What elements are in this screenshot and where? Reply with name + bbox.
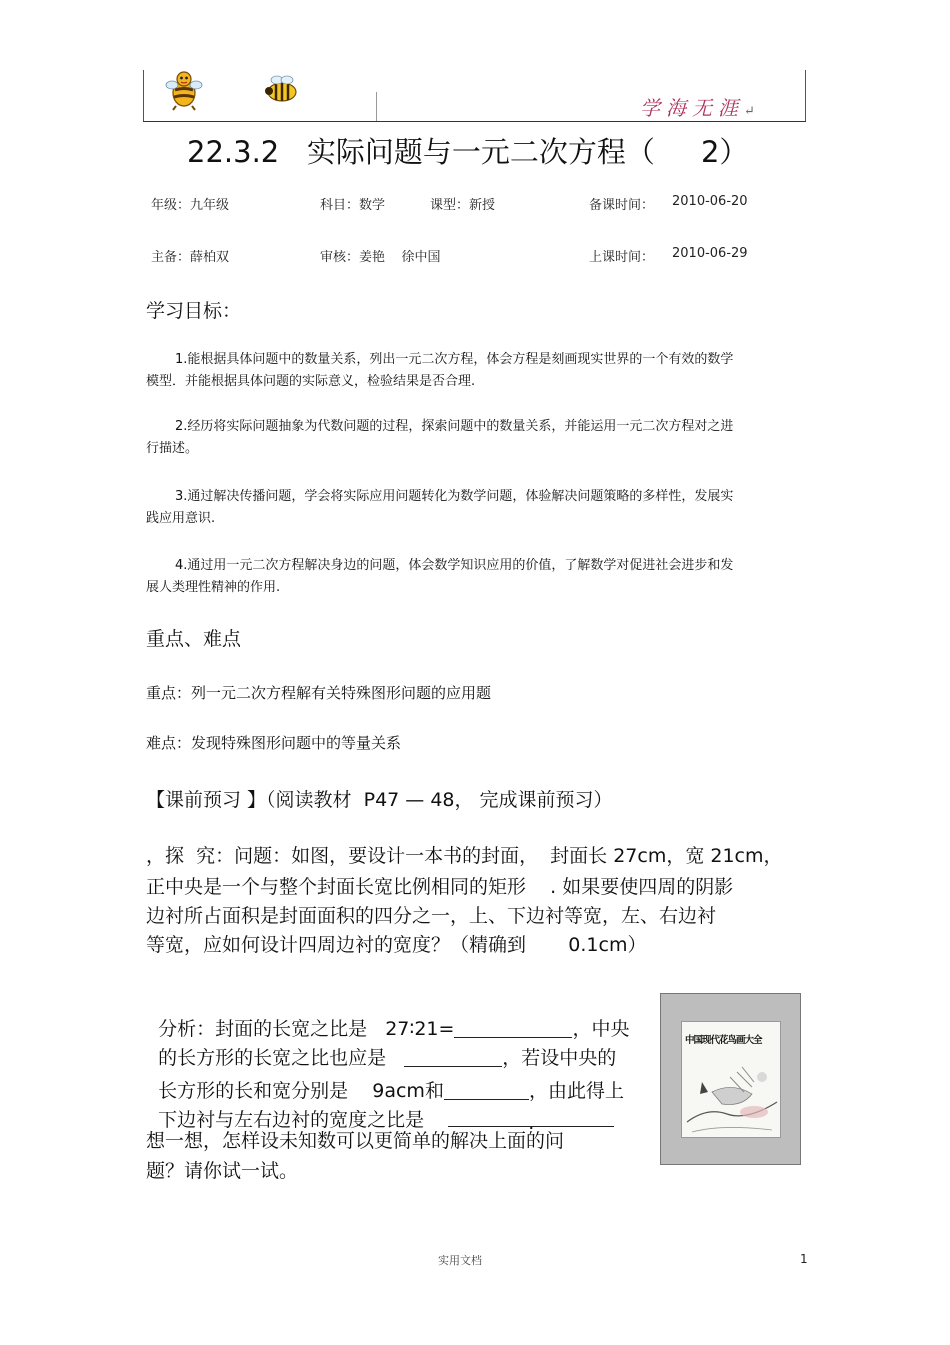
book-cover-title: 中国现代花鸟画大全 [685, 1035, 762, 1046]
analysis-text: 的长方形的长宽之比也应是 [158, 1047, 387, 1069]
problem-line: ，探 究：问题：如图，要设计一本书的封面， 封面长 27cm，宽 21cm， [146, 845, 783, 867]
header-motto [640, 92, 755, 121]
book-cover [681, 1021, 781, 1138]
meta-grade: 年级：九年级 [151, 198, 230, 213]
bee-icon [163, 68, 207, 112]
objective-item: 1.能根据具体问题中的数量关系，列出一元二次方程，体会方程是刻画现实世界的一个有效的数学模型．并能根据具体问题的实际意义，检验结果是否合理. [146, 352, 734, 389]
meta-prep-time-label: 备课时间： [589, 198, 655, 213]
meta-class-time-label: 上课时间： [589, 250, 655, 265]
page-number: 1 [800, 1252, 808, 1266]
header-bottom-rule [143, 121, 806, 122]
analysis-text: 长方形的长和宽分别是 9acm和 [158, 1080, 444, 1102]
analysis-text: ，由此得上 [528, 1080, 624, 1102]
preview-heading: 【课前预习 】（阅读教材 P47 — 48， 完成课前预习） [146, 789, 613, 811]
analysis-text: ，中央 [572, 1018, 630, 1040]
answer-blank[interactable] [448, 1108, 614, 1134]
meta-class-time: 2010-06-29 [672, 246, 748, 261]
keypoints-heading: 重点、难点 [146, 628, 242, 650]
problem-line: 等宽，应如何设计四周边衬的宽度？（精确到 0.1cm） [146, 934, 647, 956]
objective-item: 4.通过用一元二次方程解决身边的问题，体会数学知识应用的价值，了解数学对促进社会进步和发展人类理性精神的作用. [146, 558, 734, 595]
difficult-point: 难点：发现特殊图形问题中的等量关系 [146, 734, 402, 752]
footer-label: 实用文档 [438, 1254, 482, 1267]
think-line: 题？请你试一试。 [146, 1160, 299, 1182]
objective-item: 2.经历将实际问题抽象为代数问题的过程，探索问题中的数量关系，并能运用一元二次方程对之进行描述。 [146, 419, 734, 456]
key-point: 重点：列一元二次方程解有关特殊图形问题的应用题 [146, 684, 492, 702]
motto-text: 学海无涯 [640, 96, 744, 120]
meta-prep-time: 2010-06-20 [672, 194, 748, 209]
objective-item: 3.通过解决传播问题，学会将实际应用问题转化为数学问题，体验解决问题策略的多样性，发展实践应用意识. [146, 489, 734, 526]
meta-lesson-type: 课型：新授 [430, 198, 496, 213]
think-line: 想一想，怎样设未知数可以更简单的解决上面的问 [146, 1130, 565, 1152]
analysis-text: 下边衬与左右边衬的宽度之比是 [158, 1109, 425, 1131]
analysis-text: ，若设中央的 [502, 1047, 617, 1069]
return-mark: ↵ [744, 104, 755, 119]
meta-reviewer: 审核：姜艳 徐中国 [320, 250, 441, 265]
header-left-border [143, 70, 144, 122]
book-cover-figure [660, 993, 801, 1165]
bird-painting-icon [682, 1052, 780, 1137]
header-divider [376, 92, 377, 122]
bee-icon [263, 74, 301, 104]
objectives-heading: 学习目标： [146, 300, 242, 322]
analysis-dot: . [528, 1112, 535, 1134]
meta-author: 主备：薛柏双 [151, 250, 230, 265]
page-title: 22.3.2 实际问题与一元二次方程（ 2） [187, 135, 749, 169]
problem-line: 边衬所占面积是封面面积的四分之一，上、下边衬等宽，左、右边衬 [146, 905, 717, 927]
analysis-text: 分析：封面的长宽之比是 27∶21= [158, 1018, 455, 1040]
problem-line: 正中央是一个与整个封面长宽比例相同的矩形 . 如果要使四周的阴影 [146, 876, 734, 898]
header-right-border [805, 70, 806, 122]
meta-subject: 科目：数学 [320, 198, 386, 213]
